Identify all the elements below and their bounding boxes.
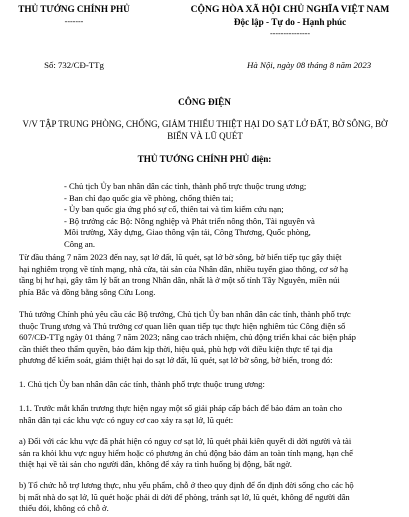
document-number: Số: 732/CĐ-TTg <box>44 60 104 70</box>
paragraph-line: Thủ tướng Chính phủ yêu cầu các Bộ trưởng, Chủ tịch Ủy ban nhân dân các tỉnh, thành phố trực <box>19 309 351 319</box>
recipient-item: - Ban chỉ đạo quốc gia về phòng, chống thiên tai; <box>64 192 234 203</box>
paragraph-line: cần thiết theo thẩm quyền, bảo đảm kịp thời, hiệu quả, phù hợp với điều kiện thực tế tại địa <box>19 343 333 354</box>
document-type: CÔNG ĐIỆN <box>178 97 231 107</box>
recipient-list <box>64 181 315 250</box>
issuer-rule: ------- <box>64 17 84 26</box>
national-motto: Độc lập - Tự do - Hạnh phúc <box>233 17 347 27</box>
recipient-item: - Ủy ban quốc gia ứng phó sự cố, thiên tai và tìm kiếm cứu nạn; <box>64 204 284 214</box>
issuer: THỦ TƯỚNG CHÍNH PHỦ <box>18 4 130 14</box>
body-paragraph <box>19 309 395 367</box>
recipient-item: - Chủ tịch Ủy ban nhân dân các tỉnh, thành phố trực thuộc trung ương; <box>64 181 307 191</box>
paragraph-line: bị mất nhà do sạt lở, lũ quét hoặc phải di dời để phòng, tránh sạt lở, lũ quét, không để người dân <box>19 491 350 502</box>
paragraph-line: 1.1. Trước mắt khẩn trương thực hiện ngay một số giải pháp cấp bách để bảo đảm an toàn cho <box>19 403 343 413</box>
recipient-item: - Bộ trưởng các Bộ: Nông nghiệp và Phát triển nông thôn, Tài nguyên và <box>64 215 315 226</box>
paragraph-line: tầng bị hư hại, gây tâm lý bất an trong Nhân dân, nhất là ở một số tỉnh Tây Nguyên, miền núi <box>19 275 340 285</box>
document-subject <box>14 118 396 142</box>
paragraph-line: 1. Chủ tịch Ủy ban nhân dân các tỉnh, thành phố trực thuộc trung ương: <box>19 379 265 389</box>
body-paragraph <box>19 252 395 298</box>
paragraph-line: a) Đối với các khu vực đã phát hiện có nguy cơ sạt lở, lũ quét phải kiên quyết di dời người và tài <box>19 436 352 446</box>
recipient-item: Môi trường, Xây dựng, Giao thông vận tải, Công Thương, Quốc phòng, <box>64 227 311 237</box>
paragraph-line: Từ đầu tháng 7 năm 2023 đến nay, sạt lở đất, lũ quét, sạt lở bờ sông, bờ biển tiếp tục gây thiệt <box>19 252 342 262</box>
section-heading <box>19 379 395 391</box>
nation-title: CỘNG HÒA XÃ HỘI CHỦ NGHĨA VIỆT NAM <box>190 4 390 15</box>
paragraph-line: thuộc Trung ương và Thủ trưởng cơ quan liên quan tiếp tục thực hiện nghiêm túc Công điện số <box>19 320 346 331</box>
paragraph-line: nhân dân tại các khu vực có nguy cơ cao xảy ra sạt lở, lũ quét: <box>19 414 234 425</box>
motto-rule: --------------- <box>270 29 310 38</box>
paragraph-line: 607/CĐ-TTg ngày 01 tháng 7 năm 2023; nâng cao trách nhiệm, chủ động triển khai các biện pháp <box>19 332 356 342</box>
paragraph-line: thiếu đói, không có chỗ ở. <box>19 503 109 513</box>
telegram-from: THỦ TƯỚNG CHÍNH PHỦ điện: <box>137 154 272 164</box>
recipient-item: Công an. <box>64 238 96 249</box>
body-paragraph <box>19 436 395 471</box>
subject-line: BIỂN VÀ LŨ QUÉT <box>167 131 243 141</box>
paragraph-line: b) Tổ chức hỗ trợ lương thực, nhu yếu phẩm, chỗ ở theo quy định để ổn định đời sống cho các hộ <box>19 480 354 490</box>
paragraph-line: thiệt hại về tài sản cho người dân, không để xảy ra tình huống bị động, bất ngờ. <box>19 459 292 469</box>
place-and-date: Hà Nội, ngày 08 tháng 8 năm 2023 <box>247 60 372 70</box>
body-paragraph <box>19 480 395 515</box>
paragraph-line: hại nghiêm trọng về tính mạng, nhà cửa, tài sản của Nhân dân, nhiều tuyến giao thông, cơ sở hạ <box>19 263 349 274</box>
paragraph-line: phương để kiểm soát, giảm thiệt hại do sạt lở đất, lũ quét, sạt lở bờ sông, bờ biển, trong đó: <box>19 355 333 365</box>
paragraph-line: sản ra khỏi khu vực nguy hiểm hoặc có phương án chủ động bảo đảm an toàn tính mạng, hạn chế <box>19 447 353 458</box>
subject-line: V/V TẬP TRUNG PHÒNG, CHỐNG, GIẢM THIỂU THIỆT HẠI DO SẠT LỞ ĐẤT, BỜ SÔNG, BỜ <box>22 119 388 129</box>
paragraph-line: phía Bắc và đồng bằng sông Cửu Long. <box>19 286 156 297</box>
body-paragraph <box>19 403 395 426</box>
